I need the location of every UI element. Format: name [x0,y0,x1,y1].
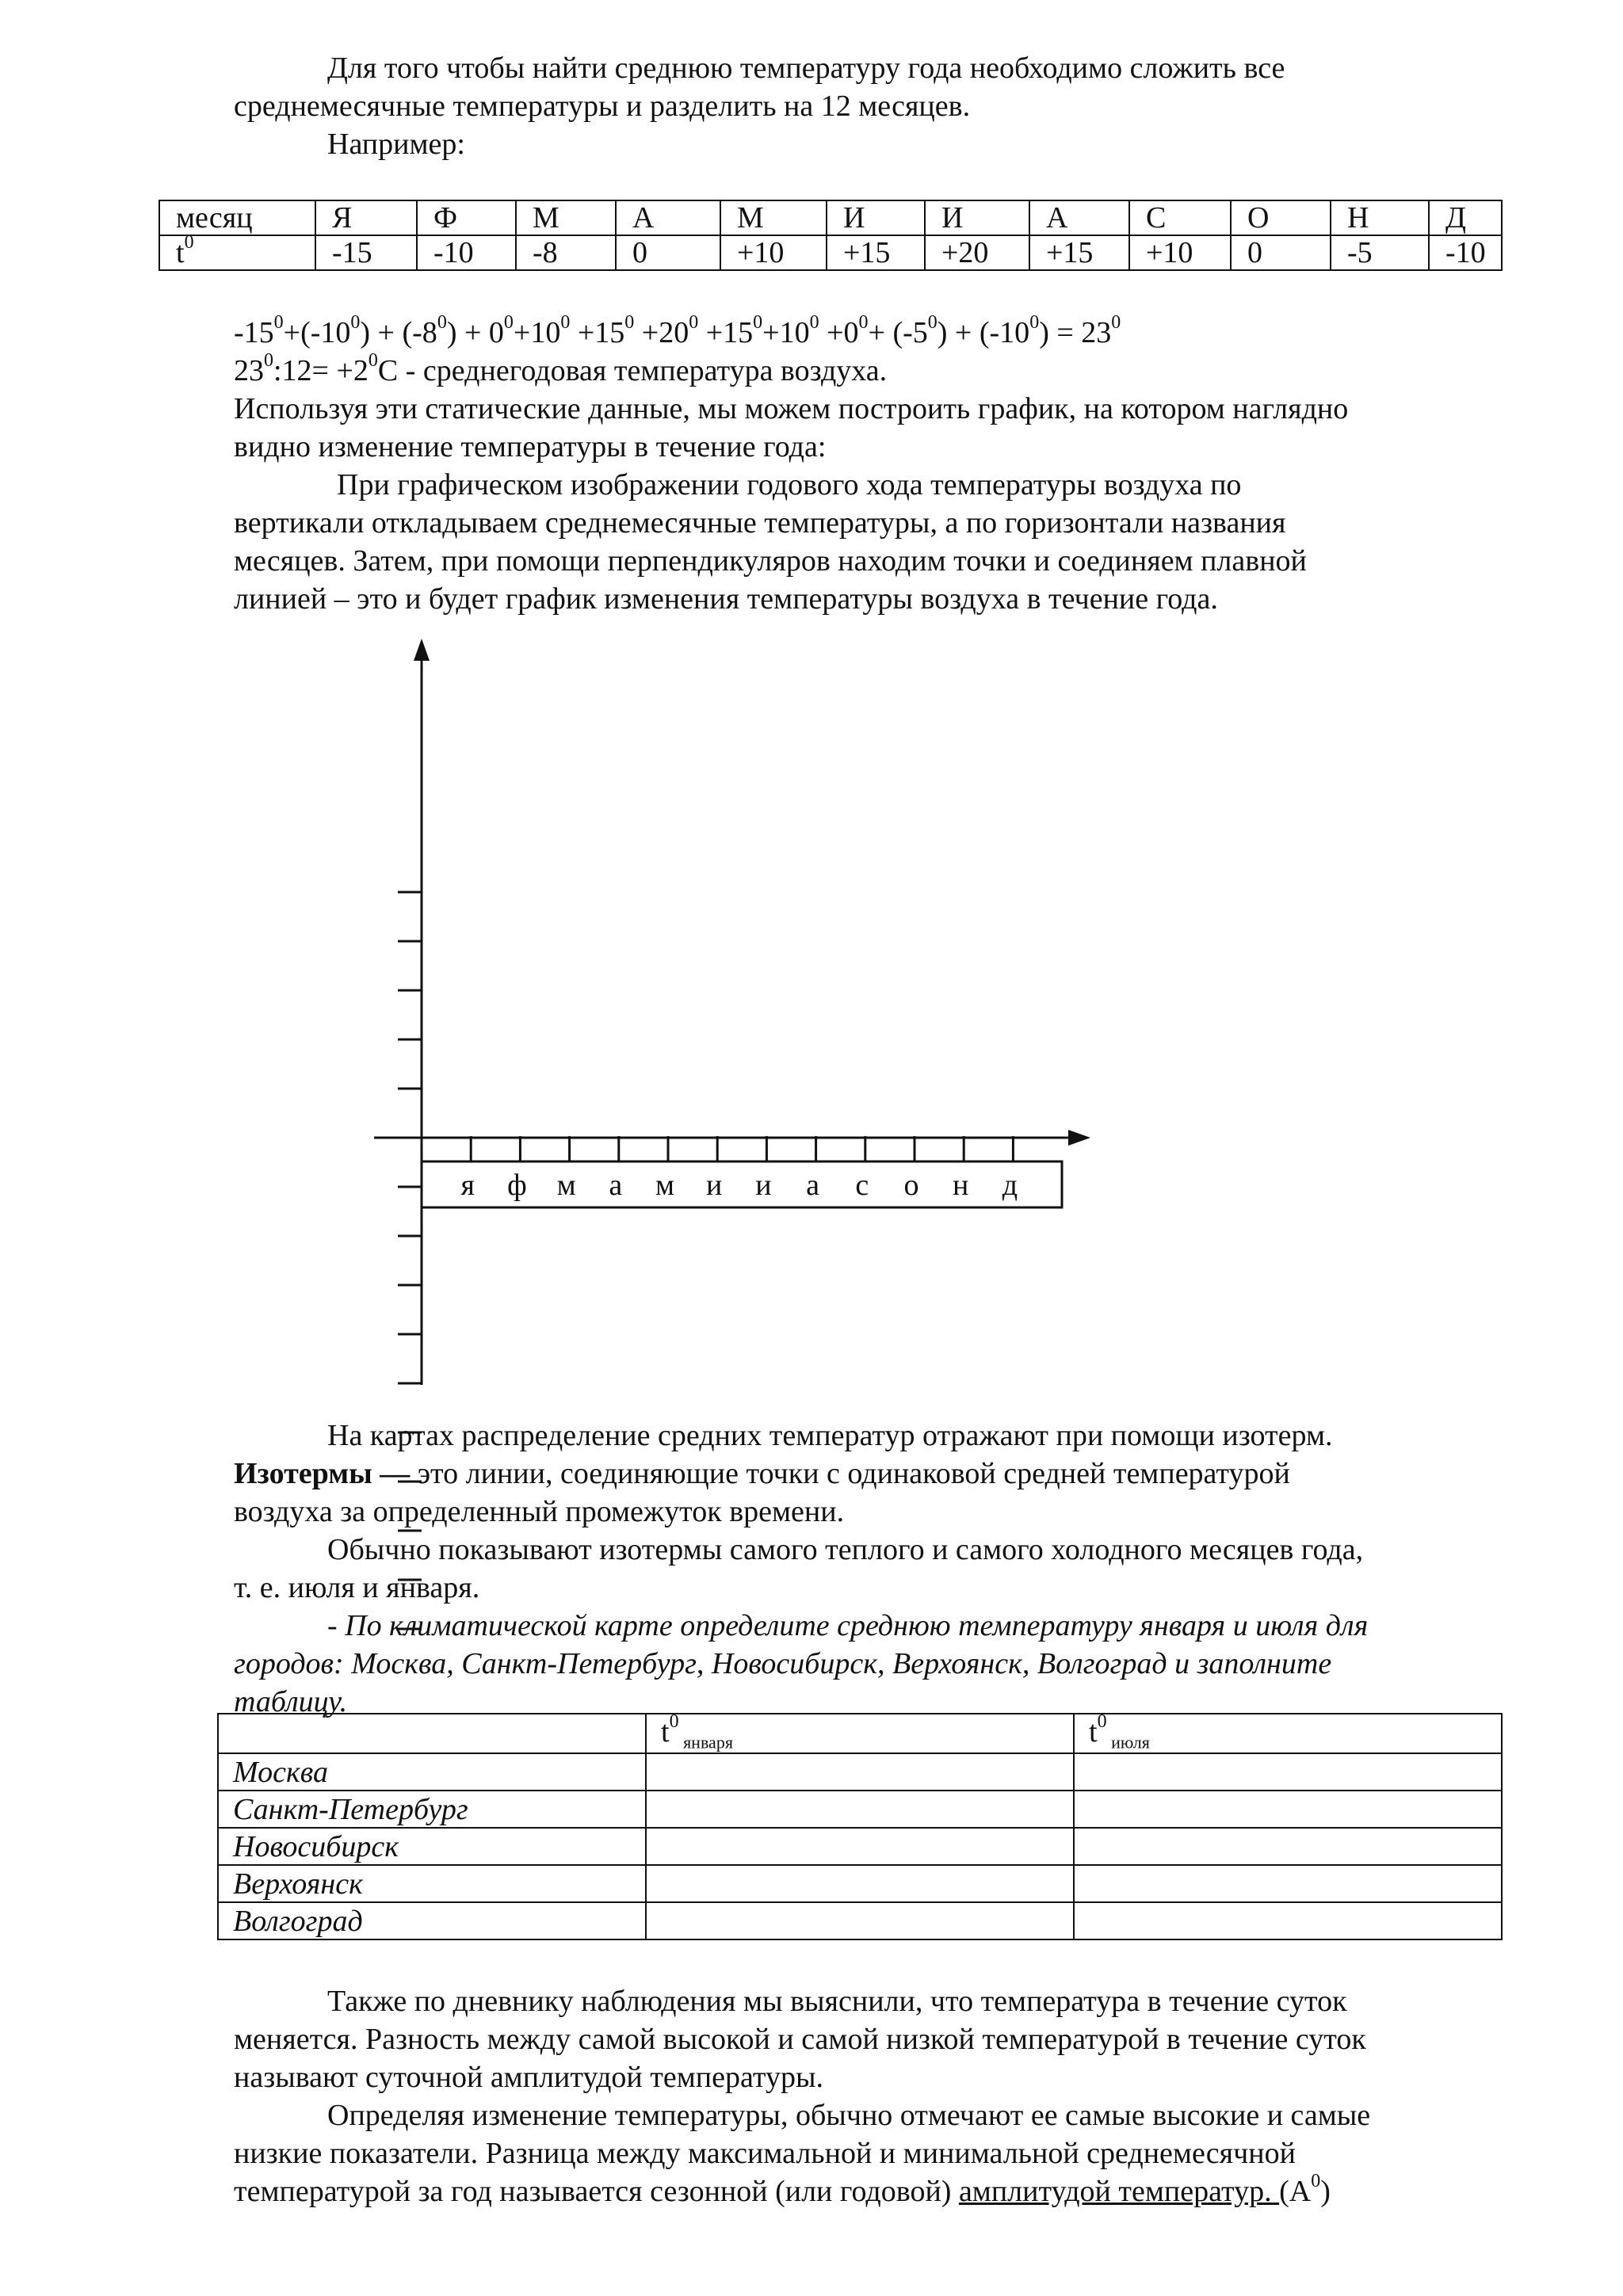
task-line-1: - По климатической карте определите среднюю температуру января и июля для [327,1609,1369,1642]
city-name: Москва [218,1753,646,1791]
month-cell: С [1129,200,1231,235]
july-cell[interactable] [1074,1902,1502,1939]
amplitude-line-1: Также по дневнику наблюдения мы выяснили, что температура в течение суток [327,1985,1347,2018]
city-name: Волгоград [218,1902,646,1939]
month-cell: Д [1429,200,1502,235]
january-cell[interactable] [646,1753,1074,1791]
x-tick-label: ф [507,1169,527,1202]
isotherm-line-1: На картах распределение средних температур отражают при помощи изотерм. [327,1419,1333,1452]
month-cell: М [516,200,616,235]
city-temperature-table [217,1713,1503,1940]
para1-line-5: месяцев. Затем, при помощи перпендикуляров находим точки и соединяем плавной [234,544,1307,578]
task-line-3: таблицу. [234,1685,348,1718]
amplitude-line-2: меняется. Разность между самой высокой и самой низкой температурой в течение суток [234,2023,1366,2056]
para1-line-6: линией – это и будет график изменения температуры воздуха в течение года. [234,582,1218,616]
x-tick-label: о [903,1169,919,1202]
temp-header-cell: $t^0$ [159,235,315,270]
isotherm-line-3: воздуха за определенный промежуток времени. [234,1495,845,1528]
para1-line-4: вертикали откладываем среднемесячные температуры, а по горизонтали названия [234,506,1286,540]
y-axis-arrow [414,639,430,661]
x-tick-label: а [806,1169,820,1202]
temp-cell: 0 [1231,235,1331,270]
amplitude-line-5: низкие показатели. Разница между максимальной и минимальной среднемесячной [234,2137,1296,2170]
month-header-cell: месяц [159,200,315,235]
july-header: $t^0$ $_{июля}$ [1074,1714,1502,1753]
january-cell[interactable] [646,1828,1074,1865]
january-cell[interactable] [646,1791,1074,1828]
table-row [218,1791,1502,1828]
city-name: Санкт-Петербург [218,1791,646,1828]
intro-line-2: среднемесячные температуры и разделить на 12 месяцев. [234,90,971,123]
month-cell: А [616,200,720,235]
july-cell[interactable] [1074,1791,1502,1828]
x-tick-label: м [556,1169,576,1202]
isotherm-line-4: Обычно показывают изотермы самого теплого и самого холодного месяцев года, [327,1533,1364,1566]
x-tick-label: и [755,1169,772,1202]
temp-cell: -10 [1429,235,1502,270]
january-header: $t^0$ $_{января}$ [646,1714,1074,1753]
temp-cell: +20 [925,235,1029,270]
table-row [218,1865,1502,1902]
month-cell: Н [1331,200,1429,235]
table-row [218,1753,1502,1791]
month-cell: А [1029,200,1129,235]
table-row [218,1902,1502,1939]
month-cell: О [1231,200,1331,235]
month-cell: И [827,200,925,235]
example-label: Например: [327,128,465,161]
x-tick-label: д [1002,1169,1018,1202]
temp-cell: +15 [827,235,925,270]
temp-cell: +15 [1029,235,1129,270]
mean-equation: $23^0:12= +2^0C$ - среднегодовая температура воздуха. [234,350,888,387]
x-tick-label: с [855,1169,869,1202]
temp-cell: +10 [720,235,827,270]
amplitude-line-4: Определяя изменение температуры, обычно отмечают ее самые высокие и самые [327,2099,1371,2132]
para1-line-1: Используя эти статические данные, мы можем построить график, на котором наглядно [234,392,1349,425]
month-cell: М [720,200,827,235]
table-row [218,1828,1502,1865]
amplitude-line-6: температурой за год называется сезонной (или годовой) амплитудой температур. $(А^0)$ [234,2171,1331,2208]
x-tick-label: я [460,1169,475,1202]
para1-line-2: видно изменение температуры в течение года: [234,430,827,463]
temp-cell: -15 [315,235,417,270]
city-name: Верхоянск [218,1865,646,1902]
amplitude-term: амплитудой температур. [958,2175,1280,2208]
task-line-2: городов: Москва, Санкт-Петербург, Новосибирск, Верхоянск, Волгоград и заполните [234,1647,1332,1680]
temp-cell: -5 [1331,235,1429,270]
isotherm-line-2: Изотермы — это линии, соединяющие точки с одинаковой средней температурой [234,1457,1290,1490]
january-cell[interactable] [646,1902,1074,1939]
july-cell[interactable] [1074,1753,1502,1791]
month-cell: Ф [417,200,516,235]
empty-header-cell [218,1714,646,1753]
temp-cell: -8 [516,235,616,270]
x-tick-label: а [609,1169,623,1202]
sum-equation: $-15^0+(-10^0) + (-8^0) + 0^0+10^0 +15^0 +20^0 +15^0+10^0 +0^0+ (-5^0) + (-10^0) = 23^0$ [234,312,1121,349]
temp-cell: -10 [417,235,516,270]
month-cell: И [925,200,1029,235]
july-cell[interactable] [1074,1865,1502,1902]
x-axis-arrow [1068,1130,1090,1146]
x-tick-label: м [655,1169,675,1202]
city-name: Новосибирск [218,1828,646,1865]
x-tick-label: и [706,1169,723,1202]
para1-line-3: При графическом изображении годового хода температуры воздуха по [337,468,1242,502]
temp-cell: +10 [1129,235,1231,270]
temp-cell: 0 [616,235,720,270]
x-tick-label: н [953,1169,969,1202]
january-cell[interactable] [646,1865,1074,1902]
month-cell: Я [315,200,417,235]
amplitude-line-3: называют суточной амплитудой температуры. [234,2061,823,2094]
july-cell[interactable] [1074,1828,1502,1865]
intro-line-1: Для того чтобы найти среднюю температуру года необходимо сложить все [327,51,1285,85]
isotherm-line-5: т. е. июля и января. [234,1571,480,1604]
city-table-header [218,1714,1502,1753]
